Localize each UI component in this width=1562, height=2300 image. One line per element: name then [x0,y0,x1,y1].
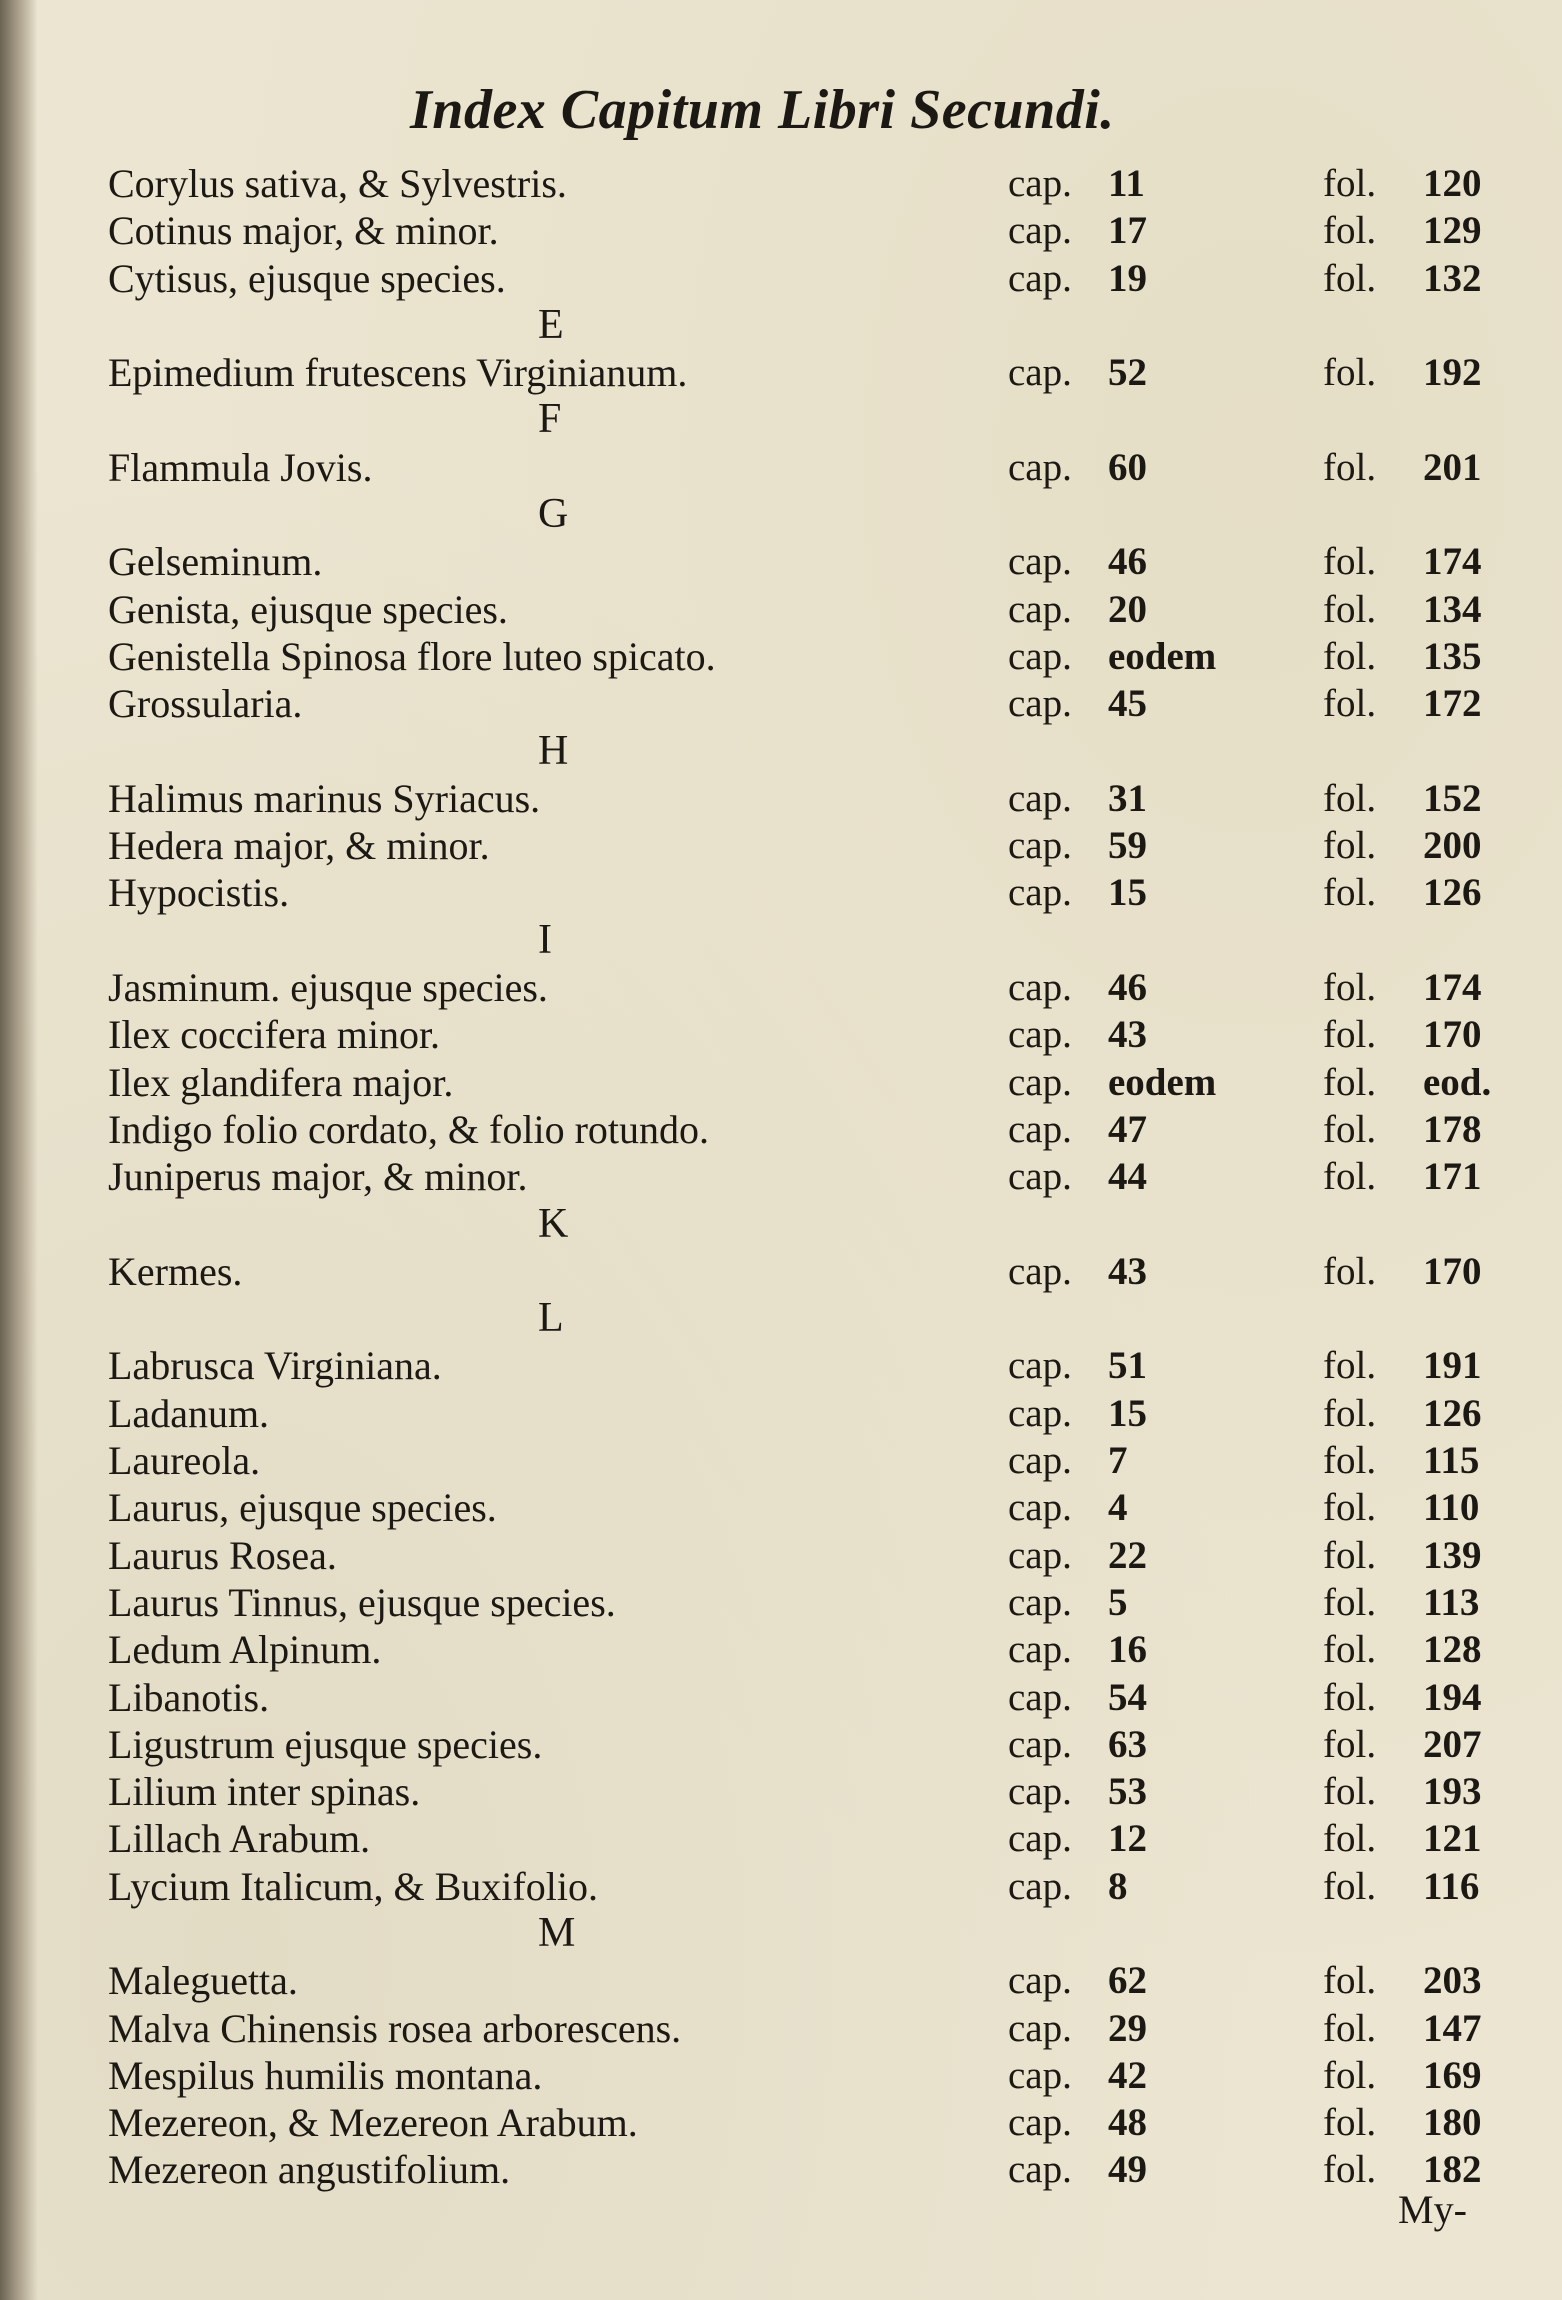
folio-number: 152 [1423,776,1482,820]
folio-label: fol. [1323,824,1377,868]
folio-number: 120 [1423,162,1482,205]
index-entry [108,1106,1508,1153]
index-entry [108,633,1508,680]
chapter-number: 49 [1108,2148,1147,2192]
chapter-number: 12 [1108,1817,1147,1861]
chapter-number: eodem [1108,1060,1217,1104]
folio-label: fol. [1323,540,1377,584]
entry-name: Maleguetta. [108,1958,298,2004]
folio-number: 178 [1423,1107,1482,1151]
entry-name: Indigo folio cordato, & folio rotundo. [108,1106,710,1152]
folio-label: fol. [1323,1107,1377,1151]
entry-name: Grossularia. [108,681,303,727]
entry-name: Laurus Tinnus, ejusque species. [108,1579,616,1625]
chapter-label: cap. [1008,162,1072,205]
chapter-number: 15 [1108,871,1147,915]
chapter-number: 46 [1108,966,1147,1010]
chapter-label: cap. [1008,1439,1072,1483]
folio-number: 128 [1423,1628,1482,1672]
entry-name: Hedera major, & minor. [108,823,490,869]
folio-number: 172 [1423,682,1482,726]
folio-label: fol. [1323,445,1377,489]
entry-name: Laureola. [108,1438,261,1484]
index-entry [108,1626,1508,1673]
folio-number: 115 [1423,1439,1480,1483]
chapter-number: 17 [1108,209,1147,253]
chapter-label: cap. [1008,540,1072,584]
entry-name: Lilium inter spinas. [108,1769,421,1815]
chapter-label: cap. [1008,1013,1072,1057]
chapter-number: 44 [1108,1155,1147,1199]
page-title: Index Capitum Libri Secundi. [410,79,1115,141]
index-entry [108,1153,1508,1200]
chapter-label: cap. [1008,634,1072,678]
index-entry [108,1390,1508,1437]
section-letter-heading [108,302,1508,349]
section-letter: G [538,491,569,538]
entry-name: Lillach Arabum. [108,1816,371,1862]
index-entries [108,160,1508,2194]
chapter-label: cap. [1008,1675,1072,1719]
entry-name: Gelseminum. [108,539,323,585]
folio-number: 192 [1423,351,1482,395]
index-entry [108,1863,1508,1910]
entry-name: Halimus marinus Syriacus. [108,775,541,821]
section-letter: I [538,916,552,963]
chapter-number: 63 [1108,1722,1147,1766]
folio-number: 169 [1423,2053,1482,2097]
chapter-number: 5 [1108,1580,1128,1624]
folio-number: 139 [1423,1533,1482,1577]
entry-name: Mespilus humilis montana. [108,2052,543,2098]
index-entry [108,1011,1508,1058]
entry-name: Cotinus major, & minor. [108,208,499,254]
folio-label: fol. [1323,1155,1377,1199]
section-letter: L [538,1295,564,1342]
folio-number: 126 [1423,871,1482,915]
chapter-number: 4 [1108,1486,1128,1530]
entry-name: Cytisus, ejusque species. [108,255,506,301]
chapter-number: 31 [1108,776,1147,820]
chapter-number: 19 [1108,256,1147,300]
chapter-label: cap. [1008,1155,1072,1199]
chapter-label: cap. [1008,2148,1072,2192]
index-entry [108,1532,1508,1579]
folio-label: fol. [1323,871,1377,915]
entry-name: Lycium Italicum, & Buxifolio. [108,1863,598,1909]
folio-label: fol. [1323,1533,1377,1577]
index-entry [108,538,1508,585]
index-entry [108,444,1508,491]
index-entry [108,160,1508,207]
folio-number: 110 [1423,1486,1480,1530]
entry-name: Ledum Alpinum. [108,1627,382,1673]
index-entry [108,349,1508,396]
section-letter: E [538,301,564,348]
entry-name: Genistella Spinosa flore luteo spicato. [108,633,716,679]
index-entry [108,1768,1508,1815]
folio-number: 201 [1423,445,1482,489]
chapter-label: cap. [1008,1722,1072,1766]
entry-name: Epimedium frutescens Virginianum. [108,350,688,396]
folio-label: fol. [1323,2101,1377,2145]
index-entry [108,1957,1508,2004]
chapter-label: cap. [1008,587,1072,631]
folio-number: 170 [1423,1249,1482,1293]
index-entry [108,2005,1508,2052]
index-entry [108,1815,1508,1862]
chapter-label: cap. [1008,445,1072,489]
section-letter-heading [108,1201,1508,1248]
folio-label: fol. [1323,587,1377,631]
chapter-number: 48 [1108,2101,1147,2145]
entry-name: Labrusca Virginiana. [108,1343,442,1389]
folio-number: 191 [1423,1344,1482,1388]
entry-name: Libanotis. [108,1674,270,1720]
chapter-number: 15 [1108,1391,1147,1435]
chapter-label: cap. [1008,1249,1072,1293]
index-entry [108,869,1508,916]
chapter-label: cap. [1008,209,1072,253]
section-letter: M [538,1909,576,1956]
entry-name: Ilex coccifera minor. [108,1012,441,1058]
chapter-label: cap. [1008,824,1072,868]
folio-number: 194 [1423,1675,1482,1719]
index-entry [108,1059,1508,1106]
chapter-label: cap. [1008,1770,1072,1814]
chapter-label: cap. [1008,2006,1072,2050]
entry-name: Juniperus major, & minor. [108,1154,528,1200]
chapter-label: cap. [1008,1864,1072,1908]
index-entry [108,2052,1508,2099]
chapter-label: cap. [1008,1486,1072,1530]
index-entry [108,680,1508,727]
chapter-label: cap. [1008,1533,1072,1577]
index-entry [108,1579,1508,1626]
chapter-number: 46 [1108,540,1147,584]
chapter-label: cap. [1008,1580,1072,1624]
index-entry [108,775,1508,822]
index-entry [108,1484,1508,1531]
entry-name: Mezereon angustifolium. [108,2147,511,2193]
section-letter-heading [108,491,1508,538]
folio-number: 182 [1423,2148,1482,2192]
folio-label: fol. [1323,1580,1377,1624]
chapter-label: cap. [1008,682,1072,726]
chapter-label: cap. [1008,776,1072,820]
chapter-label: cap. [1008,1344,1072,1388]
folio-number: 207 [1423,1722,1482,1766]
chapter-number: 51 [1108,1344,1147,1388]
folio-label: fol. [1323,2053,1377,2097]
entry-name: Genista, ejusque species. [108,586,508,632]
chapter-number: 42 [1108,2053,1147,2097]
folio-label: fol. [1323,1959,1377,2003]
folio-label: fol. [1323,1675,1377,1719]
folio-number: 171 [1423,1155,1482,1199]
folio-number: 113 [1423,1580,1480,1624]
folio-label: fol. [1323,1817,1377,1861]
chapter-number: 20 [1108,587,1147,631]
chapter-number: 54 [1108,1675,1147,1719]
folio-label: fol. [1323,1864,1377,1908]
chapter-label: cap. [1008,1060,1072,1104]
chapter-number: 43 [1108,1249,1147,1293]
index-entry [108,1674,1508,1721]
entry-name: Kermes. [108,1248,243,1294]
folio-number: 121 [1423,1817,1482,1861]
section-letter-heading [108,396,1508,443]
entry-name: Jasminum. ejusque species. [108,965,548,1011]
folio-label: fol. [1323,1249,1377,1293]
chapter-number: eodem [1108,634,1217,678]
folio-label: fol. [1323,1770,1377,1814]
chapter-number: 16 [1108,1628,1147,1672]
catchword: My- [1398,2187,1467,2232]
entry-name: Hypocistis. [108,870,290,916]
folio-label: fol. [1323,1439,1377,1483]
index-entry [108,207,1508,254]
folio-label: fol. [1323,1486,1377,1530]
entry-name: Flammula Jovis. [108,444,373,490]
entry-name: Mezereon, & Mezereon Arabum. [108,2100,638,2146]
index-entry [108,2099,1508,2146]
folio-label: fol. [1323,1628,1377,1672]
chapter-label: cap. [1008,1628,1072,1672]
entry-name: Ligustrum ejusque species. [108,1721,543,1767]
index-entry [108,1721,1508,1768]
folio-label: fol. [1323,1722,1377,1766]
entry-name: Laurus, ejusque species. [108,1485,497,1531]
chapter-number: 47 [1108,1107,1147,1151]
index-entry [108,964,1508,1011]
folio-label: fol. [1323,634,1377,678]
folio-label: fol. [1323,256,1377,300]
index-entry [108,822,1508,869]
index-entry [108,1248,1508,1295]
page-gutter-shadow [0,0,38,2300]
section-letter-heading [108,917,1508,964]
folio-label: fol. [1323,1013,1377,1057]
folio-number: 193 [1423,1770,1482,1814]
chapter-number: 29 [1108,2006,1147,2050]
folio-label: fol. [1323,1344,1377,1388]
folio-number: eod. [1423,1060,1492,1104]
folio-label: fol. [1323,2006,1377,2050]
entry-name: Ilex glandifera major. [108,1059,454,1105]
folio-number: 135 [1423,634,1482,678]
chapter-label: cap. [1008,2101,1072,2145]
section-letter: H [538,727,569,774]
chapter-number: 53 [1108,1770,1147,1814]
chapter-number: 62 [1108,1959,1147,2003]
chapter-label: cap. [1008,351,1072,395]
folio-label: fol. [1323,682,1377,726]
index-entry [108,255,1508,302]
folio-number: 134 [1423,587,1482,631]
folio-number: 203 [1423,1959,1482,2003]
index-entry [108,1437,1508,1484]
chapter-label: cap. [1008,1817,1072,1861]
chapter-label: cap. [1008,871,1072,915]
folio-label: fol. [1323,162,1377,205]
chapter-label: cap. [1008,1391,1072,1435]
folio-number: 174 [1423,966,1482,1010]
folio-number: 126 [1423,1391,1482,1435]
folio-number: 129 [1423,209,1482,253]
section-letter: K [538,1200,569,1247]
folio-number: 147 [1423,2006,1482,2050]
section-letter-heading [108,728,1508,775]
chapter-label: cap. [1008,966,1072,1010]
chapter-number: 7 [1108,1439,1128,1483]
folio-number: 174 [1423,540,1482,584]
chapter-label: cap. [1008,256,1072,300]
index-entry [108,586,1508,633]
folio-label: fol. [1323,776,1377,820]
chapter-label: cap. [1008,1107,1072,1151]
chapter-number: 52 [1108,351,1147,395]
folio-label: fol. [1323,209,1377,253]
entry-name: Ladanum. [108,1390,270,1436]
section-letter-heading [108,1910,1508,1957]
entry-name: Corylus sativa, & Sylvestris. [108,161,567,206]
chapter-number: 60 [1108,445,1147,489]
folio-number: 180 [1423,2101,1482,2145]
chapter-label: cap. [1008,1959,1072,2003]
section-letter-heading [108,1295,1508,1342]
folio-number: 116 [1423,1864,1480,1908]
folio-label: fol. [1323,351,1377,395]
folio-number: 170 [1423,1013,1482,1057]
entry-name: Laurus Rosea. [108,1532,337,1578]
folio-number: 200 [1423,824,1482,868]
index-entry [108,1342,1508,1389]
chapter-number: 11 [1108,162,1145,205]
chapter-number: 8 [1108,1864,1128,1908]
chapter-number: 43 [1108,1013,1147,1057]
chapter-number: 45 [1108,682,1147,726]
section-letter: F [538,396,562,443]
folio-label: fol. [1323,2148,1377,2192]
index-entry [108,2146,1508,2193]
folio-number: 132 [1423,256,1482,300]
chapter-number: 59 [1108,824,1147,868]
chapter-label: cap. [1008,2053,1072,2097]
folio-label: fol. [1323,1060,1377,1104]
folio-label: fol. [1323,966,1377,1010]
chapter-number: 22 [1108,1533,1147,1577]
folio-label: fol. [1323,1391,1377,1435]
entry-name: Malva Chinensis rosea arborescens. [108,2005,682,2051]
